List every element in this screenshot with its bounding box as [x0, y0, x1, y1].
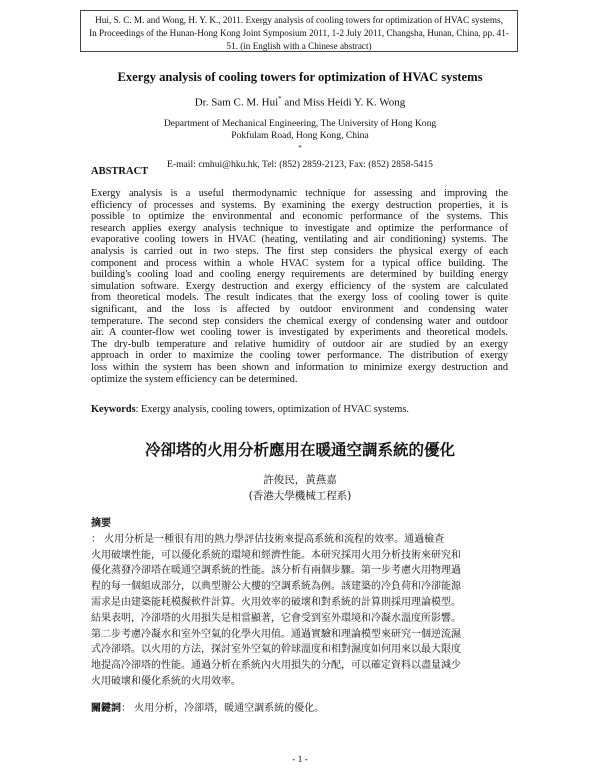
author-name: and Miss Heidi Y. K. Wong	[281, 96, 406, 109]
chinese-abstract	[91, 516, 509, 690]
abstract-line: possible to optimize the environmental and economic performance of the systems. This	[91, 211, 508, 223]
chinese-abstract-line: 火用破壞性能，可以優化系統的環境和經濟性能。本研究採用火用分析技術來研究和	[91, 549, 461, 561]
abstract-line: efficiency of processes and systems. By examining the exergy destruction properties, it is	[91, 199, 508, 211]
paper-title: Exergy analysis of cooling towers for optimization of HVAC systems	[117, 70, 483, 84]
abstract-line: research applies exergy analysis technique to investigate and optimize the performance of	[91, 222, 508, 234]
abstract-line: component and process within a whole HVAC system for a typical office building. The	[91, 257, 508, 269]
citation-box	[80, 10, 518, 52]
affiliation	[0, 118, 600, 171]
abstract-line: building's cooling load and cooling energy requirements are determined by building energy	[91, 269, 508, 281]
keywords-line	[91, 404, 409, 415]
contact-line	[0, 142, 600, 171]
abstract-line: Exergy analysis is a useful thermodynamic technique for assessing and improving the	[91, 188, 508, 199]
author-line	[0, 95, 600, 109]
abstract-line: The dry-bulb temperature and relative humidity of outdoor air are studied by an exergy	[91, 338, 508, 350]
chinese-title: 冷卻塔的火用分析應用在暖通空調系統的優化	[144, 441, 455, 459]
chinese-abstract-line: 式冷卻塔。以火用的方法，探討室外空氣的幹球溫度和相對濕度如何用來以最大限度	[91, 644, 461, 656]
abstract-body	[91, 188, 508, 385]
contact-details: E-mail: cmhui@hku.hk, Tel: (852) 2859-2123, Fax: (852) 2858-5415	[167, 158, 433, 170]
corresponding-marker: *	[278, 95, 282, 103]
chinese-affiliation: (香港大學機械工程系)	[248, 490, 352, 502]
chinese-abstract-line: 地提高冷卻塔的性能。通過分析在系統內火用損失的分配，可以確定資料以盡量減少	[91, 660, 461, 672]
chinese-abstract-line: 需求是由建築能耗模擬軟件計算。火用效率的破壞和對系統的計算則採用理論模型。	[91, 596, 461, 608]
abstract-line: temperature. The second step considers the chemical exergy of condensing water and outdoor	[91, 315, 508, 327]
chinese-abstract-line: 火用破壞和優化系統的火用效率。	[91, 675, 241, 687]
chinese-authors	[0, 472, 600, 504]
abstract-line: loss within the system has been shown and information to minimize exergy destruction and	[91, 361, 508, 373]
author-name: Dr. Sam C. M. Hui	[194, 96, 279, 109]
keywords-label: Keywords	[91, 404, 136, 415]
corresponding-marker: *	[298, 144, 302, 153]
abstract-line: significant, and the loss is affected by outdoor environment and condensing water	[91, 303, 508, 315]
chinese-abstract-text: ： 火用分析是一種很有用的熱力學評估技術來提高系統和流程的效率。通過檢查	[91, 533, 445, 545]
abstract-line: simulation software. Exergy destruction and exergy efficiency of the system are calculated	[91, 280, 508, 292]
keywords-text: : Exergy analysis, cooling towers, optimization of HVAC systems.	[135, 404, 409, 415]
chinese-keywords-text: ： 火用分析，冷卻塔，暖通空調系統的優化。	[121, 703, 325, 714]
chinese-abstract-line: 優化蒸發冷卻塔在暖通空調系統的性能。該分析有兩個步驟。第一步考慮火用物理過	[91, 565, 461, 577]
affiliation-line: Pokfulam Road, Hong Kong, China	[231, 130, 369, 142]
page-number: - 1 -	[292, 755, 308, 765]
chinese-abstract-label: 摘要	[91, 518, 111, 529]
chinese-abstract-line: 第二步考慮冷凝水和室外空氣的化學火用值。通過實驗和理論模型來研究一個逆流濕	[91, 628, 461, 640]
citation-line: 51. (in English with a Chinese abstract)	[226, 41, 372, 51]
affiliation-line: Department of Mechanical Engineering, The University of Hong Kong	[163, 118, 437, 129]
chinese-abstract-line	[91, 516, 509, 548]
abstract-line: approach in order to maximize the cooling tower performance. The distribution of exergy	[91, 350, 508, 362]
citation-line: In Proceedings of the Hunan-Hong Kong Joint Symposium 2011, 1-2 July 2011, Changsha, Hunan, China, pp. 41-	[89, 28, 509, 38]
chinese-abstract-line: 程的每一個組成部分，以典型辦公大樓的空調系統為例。該建築的冷負荷和冷卻能源	[91, 581, 461, 593]
chinese-abstract-line: 結果表明，冷卻塔的火用損失是相當顯著，它會受到室外環境和冷凝水溫度所影響。	[91, 612, 461, 624]
abstract-line: optimize the system efficiency can be determined.	[91, 373, 298, 385]
abstract-line: from theoretical models. The result indicates that the exergy loss of cooling tower is quite	[91, 292, 508, 304]
abstract-line: evaporative cooling towers in HVAC (heating, ventilating and air conditioning) systems. The	[91, 234, 508, 246]
chinese-author-names: 許俊民，黃燕嘉	[263, 474, 337, 486]
citation-line: Hui, S. C. M. and Wong, H. Y. K., 2011. Exergy analysis of cooling towers for optimization of HVAC systems,	[95, 15, 503, 25]
abstract-line: analysis is carried out in two steps. The first step considers the physical exergy of each	[91, 245, 508, 257]
chinese-keywords-label: 關鍵詞	[91, 703, 121, 714]
chinese-keywords-line	[91, 699, 324, 714]
abstract-line: air. A counter-flow wet cooling tower is investigated by experiments and theoretical models.	[91, 327, 508, 339]
abstract-heading: ABSTRACT	[91, 166, 149, 177]
